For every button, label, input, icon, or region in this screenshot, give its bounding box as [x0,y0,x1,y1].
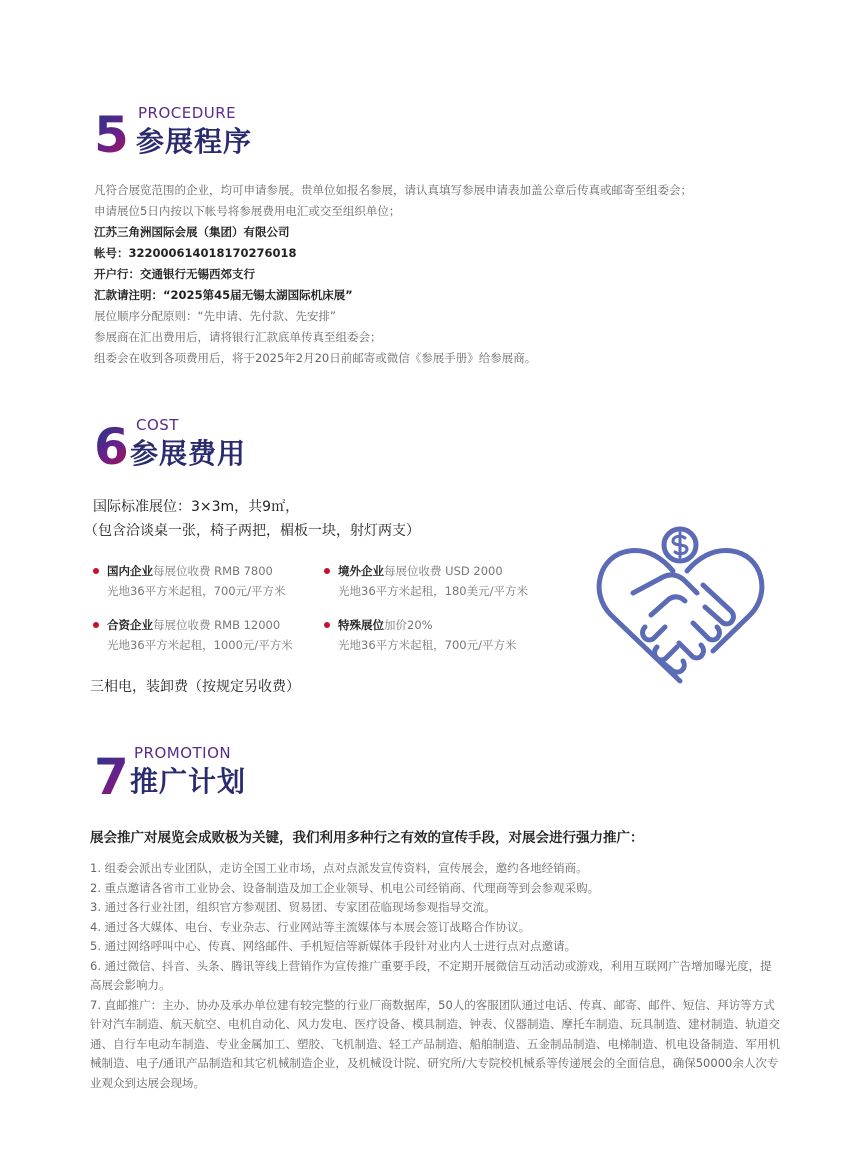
fee-domestic [107,561,285,601]
section-procedure-header [94,104,394,164]
fee-sub: 光地36平方米起租，700元/平方米 [107,584,286,598]
section-title-zh: 参展程序 [136,125,253,158]
booth-includes: （包含洽谈桌一张，椅子两把，楣板一块，射灯两支） [84,523,420,539]
bullet-dot [324,622,330,628]
list-item: 1. 组委会派出专业团队，走访全国工业市场，点对点派发宣传资料，宣传展会，邀约各地经销商。 [90,861,588,875]
section-title-en: COST [136,416,179,434]
section-number: 5 [94,106,129,164]
bullet-dot [93,622,99,628]
fee-desc: 加价20% [384,618,433,632]
section-title-zh: 推广计划 [130,765,247,798]
section-cost-header [94,416,394,476]
fee-sub: 光地36平方米起租，180美元/平方米 [338,584,528,598]
procedure-line-4: 参展商在汇出费用后，请将银行汇款底单传真至组委会； [94,330,382,344]
standard-booth: 国际标准展位：3×3m，共9㎡， [93,499,300,515]
section-promotion-header [94,744,394,806]
section-number: 6 [94,418,129,476]
section-title-zh: 参展费用 [130,437,247,470]
fee-joint-venture [107,615,293,655]
bullet-dot [324,568,330,574]
fee-overseas [338,561,528,601]
remittance-remark: 汇款请注明：“2025第45届无锡太湖国际机床展” [94,288,353,302]
section-number: 7 [94,748,129,806]
fee-desc: 每展位收费 USD 2000 [384,564,503,578]
fee-title: 境外企业 [338,564,384,578]
list-item: 5. 通过网络呼叫中心、传真、网络邮件、手机短信等新媒体手段针对业内人士进行点对点邀请。 [90,939,577,953]
promotion-lead: 展会推广对展览会成败极为关键，我们利用多种行之有效的宣传手段，对展会进行强力推广： [90,830,644,846]
fee-title: 特殊展位 [338,618,384,632]
procedure-line-3: 展位顺序分配原则：“先申请、先付款、先安排” [94,309,336,323]
bank-name: 开户行：交通银行无锡西郊支行 [94,267,255,281]
fee-desc: 每展位收费 RMB 12000 [153,618,281,632]
fee-special [338,615,516,655]
list-item: 4. 通过各大媒体、电台、专业杂志、行业网站等主流媒体与本展会签订战略合作协议。 [90,919,531,934]
fee-title: 合资企业 [107,618,153,632]
bullet-dot [93,568,99,574]
fee-title: 国内企业 [107,564,153,578]
fee-sub: 光地36平方米起租，1000元/平方米 [107,638,293,652]
section-title-en: PROMOTION [134,744,232,762]
procedure-line-5: 组委会在收到各项费用后，将于2025年2月20日前邮寄或微信《参展手册》给参展商。 [94,351,537,365]
list-item: 2. 重点邀请各省市工业协会、设备制造及加工企业领导、机电公司经销商、代理商等到会参观采购。 [90,880,600,895]
procedure-line-1: 凡符合展览范围的企业，均可申请参展。贵单位如报名参展，请认真填写参展申请表加盖公章后传真或邮寄至组委会； [94,183,692,197]
fee-desc: 每展位收费 RMB 7800 [153,564,273,578]
account-number: 帐号：322000614018170276018 [94,246,297,260]
handshake-heart-icon [593,523,768,688]
list-item: 3. 通过各行业社团，组织官方参观团、贸易团、专家团莅临现场参观指导交流。 [90,900,496,914]
list-item: 6. 通过微信、抖音、头条、腾讯等线上营销作为宣传推广重要手段，不定期开展微信互动活动或游戏，利用互联网广告增加曝光度，提高展会影响力。 [90,958,772,992]
section-title-en: PROCEDURE [138,104,237,122]
list-item: 7. 直邮推广：主办、协办及承办单位建有较完整的行业厂商数据库，50人的客服团队通过电话、传真、邮寄、邮件、短信、拜访等方式针对汽车制造、航天航空、电机自动化、风力发电、医疗设备、模具制造、钟表、仪器制造、摩托车制造、玩具制造、建材制造、轨道交通、自行车电动车制造、专业金属加工、塑胶、飞机制造、轻工产品制造、船舶制造、五金制品制造、电梯制造、机电设备制造、军用机械制造、电子/通讯产品制造和其它机械制造企业，及机械设计院、研究所/大专院校机械系等传递展会的全面信息，确保50000余人次专业观众到达展会现场。 [90,997,780,1090]
power-note: 三相电，装卸费（按规定另收费） [90,679,300,695]
promotion-list [90,859,780,1093]
fee-sub: 光地36平方米起租，700元/平方米 [338,638,517,652]
company-name: 江苏三角洲国际会展（集团）有限公司 [94,225,290,239]
procedure-line-2: 申请展位5日内按以下帐号将参展费用电汇或交至组织单位； [94,204,401,218]
